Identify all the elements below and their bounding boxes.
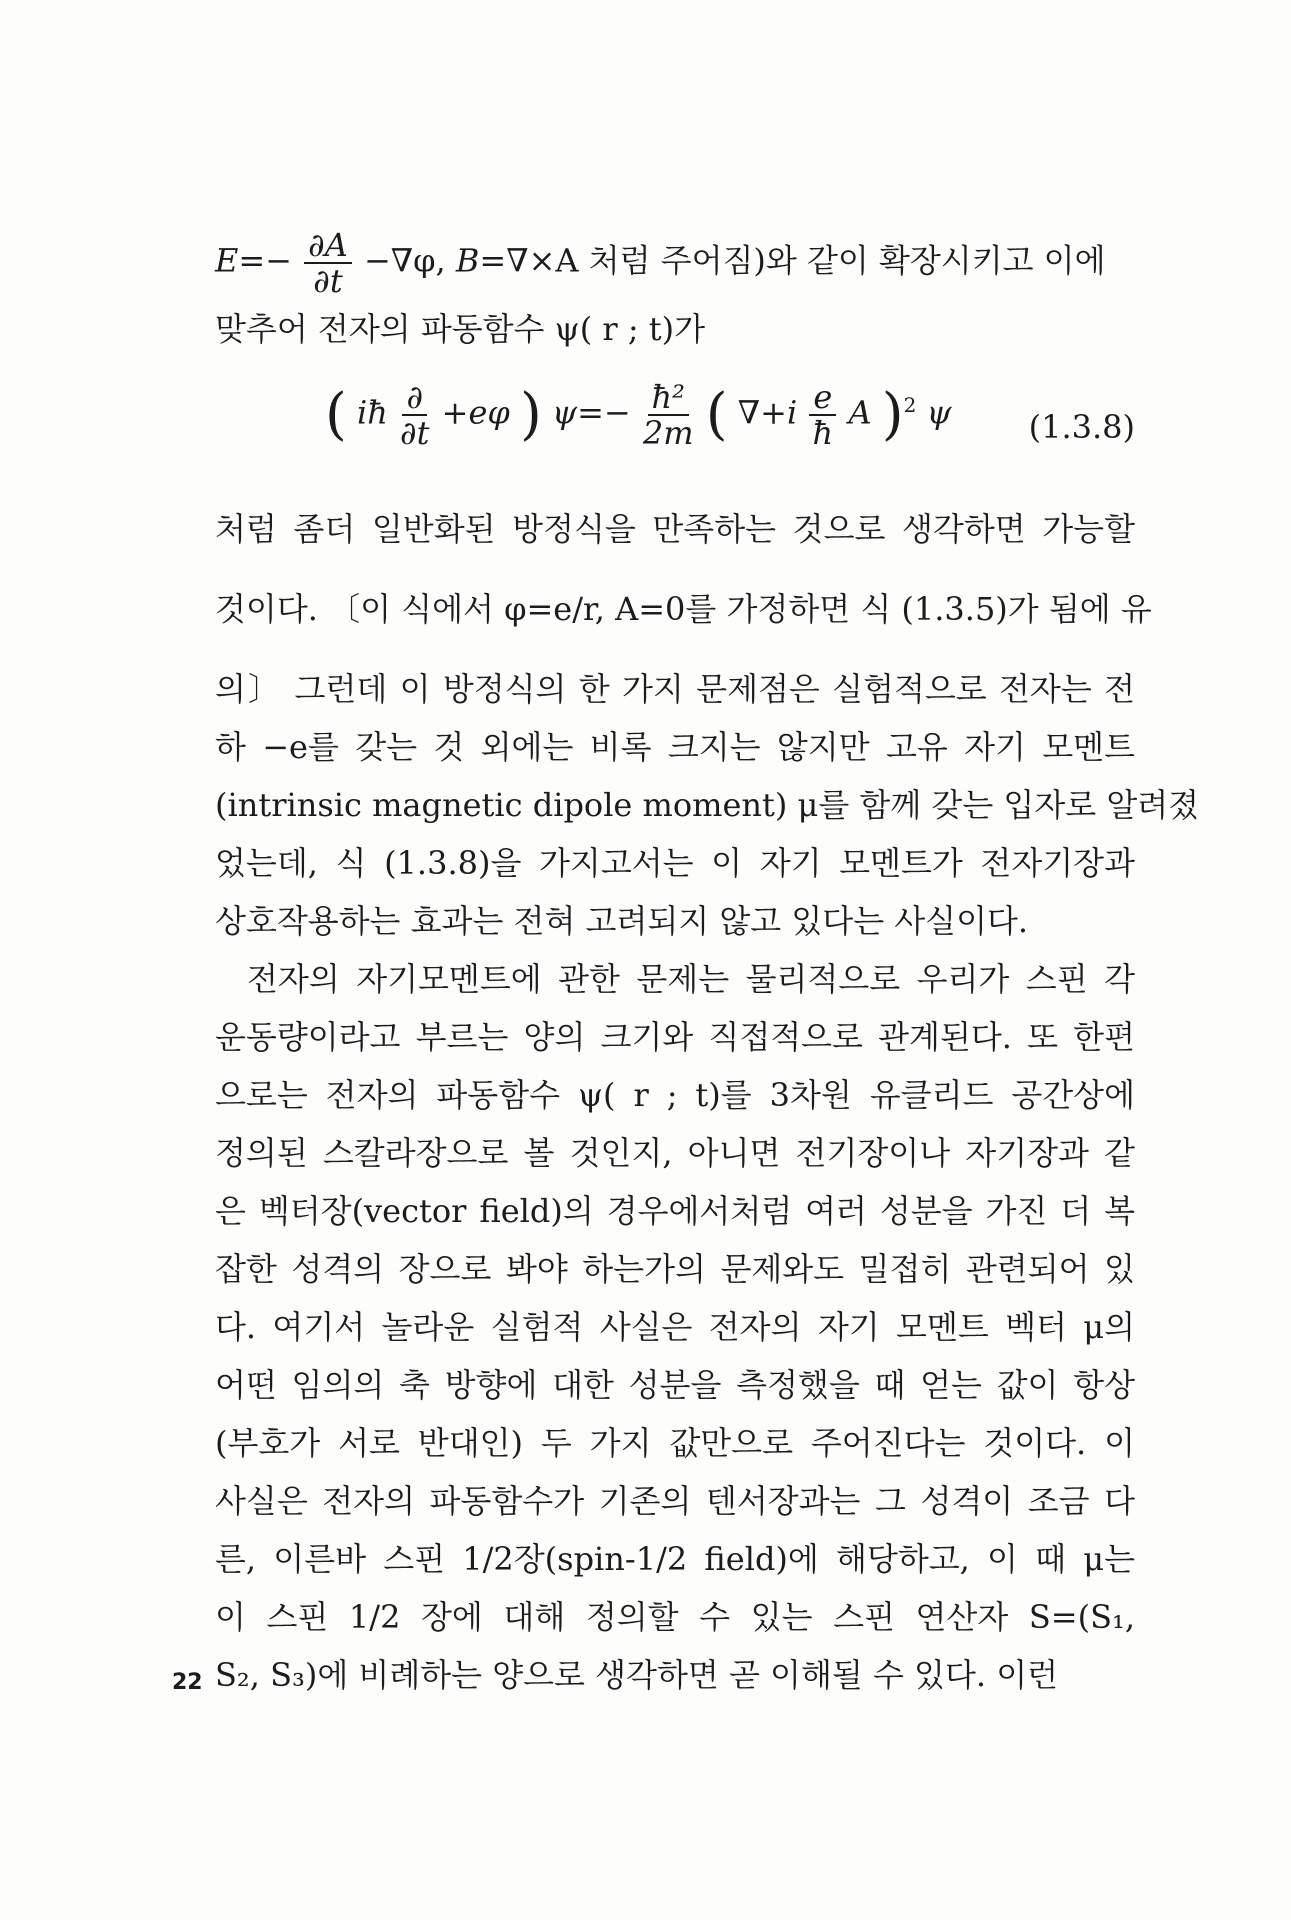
text-line: 하 −e를 갖는 것 외에는 비록 크지는 않지만 고유 자기 모멘트 [215,728,1135,766]
text-line: 정의된 스칼라장으로 볼 것인지, 아니면 전기장이나 자기장과 같 [215,1134,1135,1172]
text-line: 전자의 자기모멘트에 관한 문제는 물리적으로 우리가 스핀 각 [247,960,1135,998]
text-line: 다. 여기서 놀라운 실험적 사실은 전자의 자기 모멘트 벡터 μ의 [215,1308,1135,1346]
text-line: 은 벡터장(vector field)의 경우에서처럼 여러 성분을 가진 더 복 [215,1192,1135,1230]
text-line: 어떤 임의의 축 방향에 대한 성분을 측정했을 때 얻는 값이 항상 [215,1366,1135,1404]
text-line: 맞추어 전자의 파동함수 ψ( r ; t)가 [215,310,706,348]
equation-field-definitions: E=− $\frac{\partial A}{\partial t}$ −∇φ, B=∇×A 처럼 주어짐)와 같이 확장시키고 이에 [215,226,1106,300]
text-line: 었는데, 식 (1.3.8)을 가지고서는 이 자기 모멘트가 전자기장과 [215,844,1135,882]
paragraph-1 [215,500,1200,950]
text-line: 른, 이른바 스핀 1/2장(spin-1/2 field)에 해당하고, 이 때 μ는 [215,1540,1135,1578]
text-line: 것이다. 〔이 식에서 φ=e/r, A=0를 가정하면 식 (1.3.5)가 됨에 유 [215,590,1152,628]
equation-intro-line [215,300,1135,358]
paragraph-2 [215,950,1135,1704]
text-line: 잡한 성격의 장으로 봐야 하는가의 문제와도 밀접히 관련되어 있 [215,1250,1135,1288]
text-line: 의〕 그런데 이 방정식의 한 가지 문제점은 실험적으로 전자는 전 [215,670,1135,708]
text-line: 이 스핀 1/2 장에 대해 정의할 수 있는 스핀 연산자 S=(S₁, [215,1598,1135,1636]
text-line: S₂, S₃)에 비례하는 양으로 생각하면 곧 이해될 수 있다. 이런 [215,1656,1059,1694]
text-line: 으로는 전자의 파동함수 ψ( r ; t)를 3차원 유클리드 공간상에 [215,1076,1135,1114]
equation-number: (1.3.8) [1028,408,1135,446]
text-line: 운동량이라고 부르는 양의 크기와 직접적으로 관계된다. 또 한편 [215,1018,1135,1056]
text-line: (intrinsic magnetic dipole moment) μ를 함께 갖는 입자로 알려졌 [215,786,1200,824]
text-line: 상호작용하는 효과는 전혀 고려되지 않고 있다는 사실이다. [215,902,1029,940]
text-line: (부호가 서로 반대인) 두 가지 값만으로 주어진다는 것이다. 이 [215,1424,1135,1462]
text-line: 처럼 좀더 일반화된 방정식을 만족하는 것으로 생각하면 가능할 [215,510,1135,548]
equation-1-3-8: ( iħ $\frac{\partial}{\partial t}$ +eφ ) ψ=− $\frac{\text{ħ²}}{2m}$ ( ∇+i $\frac{e}{ħ}$ A )$^2$ ψ (1.3.8) [325,378,1135,452]
page-number: 22 [172,1670,203,1695]
text-line: 사실은 전자의 파동함수가 기존의 텐서장과는 그 성격이 조금 다 [215,1482,1135,1520]
equation-line1-text: 처럼 주어짐)와 같이 확장시키고 이에 [588,241,1106,280]
